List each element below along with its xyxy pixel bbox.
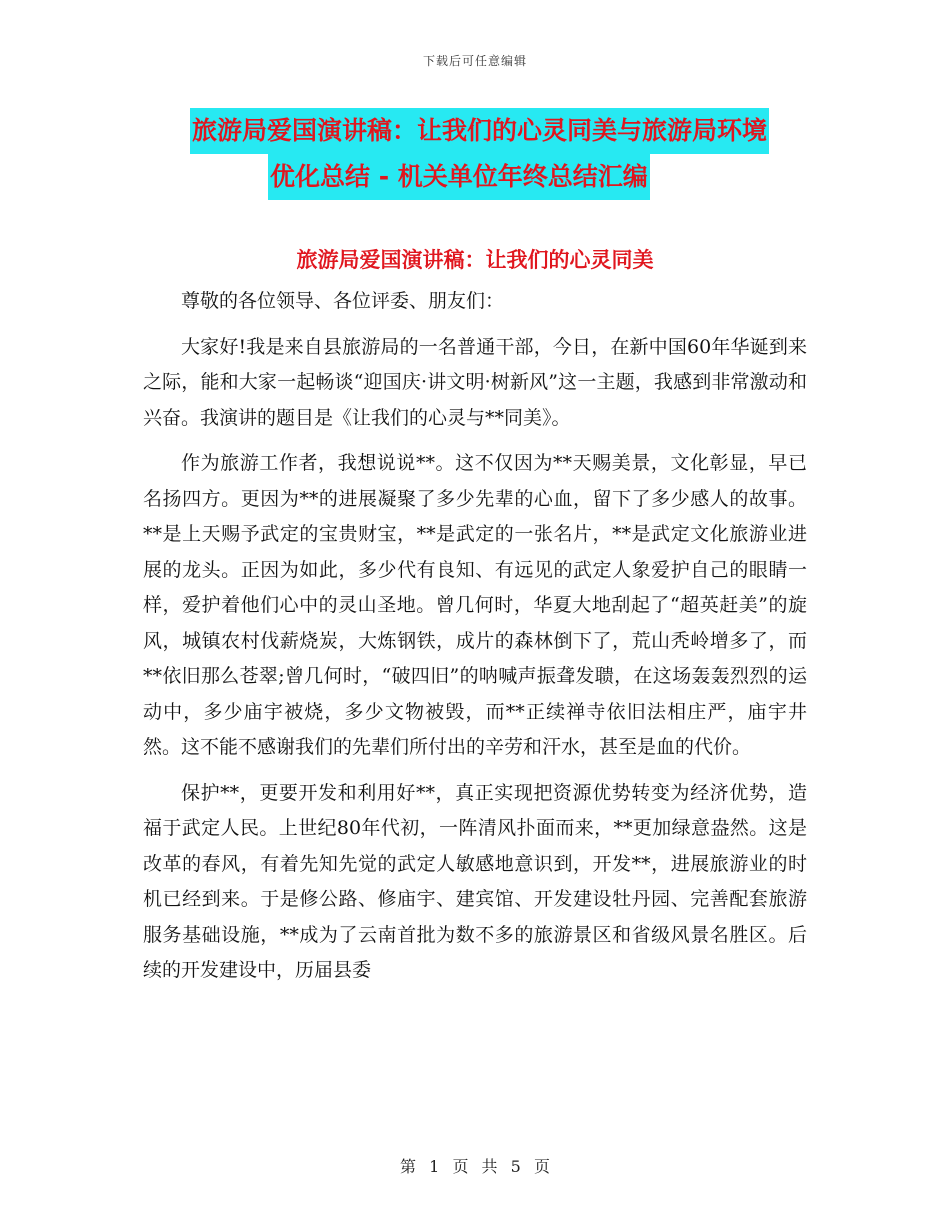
footer-total-pages: 5	[510, 1157, 521, 1176]
footer-suffix: 页	[533, 1157, 550, 1176]
body-paragraph: 尊敬的各位领导、各位评委、朋友们：	[181, 290, 505, 312]
document-title	[190, 108, 830, 200]
footer-current-page: 1	[429, 1157, 440, 1176]
document-title-line-1: 旅游局爱国演讲稿：让我们的心灵同美与旅游局环境	[190, 108, 769, 154]
footer-page-word: 页	[452, 1157, 469, 1176]
section-heading: 旅游局爱国演讲稿：让我们的心灵同美	[296, 248, 654, 272]
body-paragraph: 作为旅游工作者，我想说说**。这不仅因为**天赐美景，文化彰显，早已名扬四方。更因为**的进展凝聚了多少先辈的心血，留下了多少感人的故事。**是上天赐予武定的宝贵财宝，**是武定的一张名片，**是武定文化旅游业进展的龙头。正因为如此，多少代有良知、有远见的武定人象爱护自己的眼睛一样，爱护着他们心中的灵山圣地。曾几何时，华夏大地刮起了“超英赶美”的旋风，城镇农村伐薪烧炭，大炼钢铁，成片的森林倒下了，荒山秃岭增多了，而**依旧那么苍翠;曾几何时，“破四旧”的呐喊声振聋发聩，在这场轰轰烈烈的运动中，多少庙宇被烧，多少文物被毁，而**正续禅寺依旧法相庄严，庙宇井然。这不能不感谢我们的先辈们所付出的辛劳和汗水，甚至是血的代价。	[143, 452, 807, 758]
body-paragraph: 保护**，更要开发和利用好**，真正实现把资源优势转变为经济优势，造福于武定人民。上世纪80年代初，一阵清风扑面而来，**更加绿意盎然。这是改革的春风，有着先知先觉的武定人敏感地意识到，开发**，进展旅游业的时机已经到来。于是修公路、修庙宇、建宾馆、开发建设牡丹园、完善配套旅游服务基础设施，**成为了云南首批为数不多的旅游景区和省级风景名胜区。后续的开发建设中，历届县委	[143, 781, 807, 981]
footer-prefix: 第	[400, 1157, 417, 1176]
body-paragraph: 大家好!我是来自县旅游局的一名普通干部，今日，在新中国60年华诞到来之际，能和大家一起畅谈“迎国庆·讲文明·树新风”这一主题，我感到非常激动和兴奋。我演讲的题目是《让我们的心灵与**同美》。	[143, 335, 807, 429]
document-body	[143, 284, 807, 999]
page-footer	[0, 1154, 950, 1177]
header-note: 下载后可任意编辑	[422, 54, 527, 68]
footer-total-word: 共	[481, 1157, 498, 1176]
document-title-line-2: 优化总结 - 机关单位年终总结汇编	[268, 154, 650, 200]
